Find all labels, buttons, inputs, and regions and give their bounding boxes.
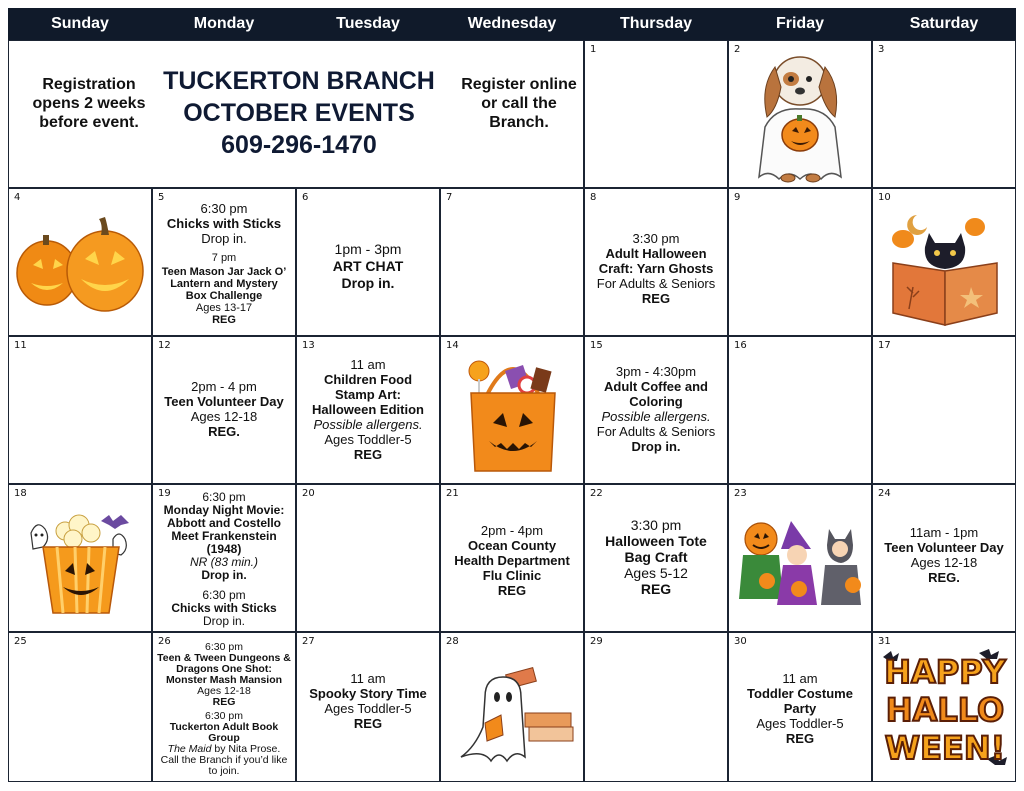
event-teen-mason-jar: [159, 252, 289, 326]
day-header-monday: Monday: [152, 8, 296, 40]
title-line-2: OCTOBER EVENTS: [183, 99, 415, 127]
date-number: 5: [158, 192, 165, 203]
day-cell-31: [872, 632, 1016, 782]
event-reg: REG: [212, 696, 236, 708]
event-tote-bag-craft: [591, 517, 721, 597]
event-reg: REG: [497, 583, 527, 598]
event-art-chat: [297, 241, 439, 292]
date-number: 22: [590, 488, 603, 499]
date-number: 1: [590, 44, 597, 55]
day-cell-5: [152, 188, 296, 336]
event-title: Adult Halloween Craft: Yarn Ghosts: [598, 246, 714, 276]
event-note: Call the Branch if you’d like to join.: [160, 754, 288, 777]
book-author: by Nita Prose.: [211, 743, 281, 755]
event-reg: REG: [212, 314, 236, 326]
event-note: Drop in.: [341, 275, 395, 291]
date-number: 31: [878, 636, 891, 647]
event-monday-night-movie: [157, 491, 291, 582]
event-time: 11 am: [350, 671, 386, 686]
date-number: 8: [590, 192, 597, 203]
date-number: 12: [158, 340, 171, 351]
event-title: Monday Night Movie: Abbott and Costello Meet Frankenstein (1948): [163, 503, 285, 556]
event-time: 7 pm: [211, 252, 237, 264]
popcorn-icon: [25, 503, 135, 615]
ween-text: WEEN!: [884, 729, 1006, 767]
costumed-kids-icon: [735, 519, 867, 609]
day-cell-26: [152, 632, 296, 782]
candy-bag-icon: [467, 349, 559, 473]
date-number: 11: [14, 340, 27, 351]
event-ages: Ages Toddler-5: [324, 701, 412, 716]
event-time: 6:30 pm: [200, 201, 248, 216]
event-chicks-with-sticks: [153, 201, 295, 246]
event-note: Drop in.: [201, 568, 247, 582]
day-cell-23: [728, 484, 872, 632]
event-time: 2pm - 4 pm: [191, 379, 257, 394]
day-cell-9: [728, 188, 872, 336]
event-time: 3pm - 4:30pm: [615, 364, 697, 379]
event-toddler-costume-party: [735, 671, 865, 746]
event-reg: REG.: [208, 424, 240, 439]
day-cell-8: [584, 188, 728, 336]
day-cell-12: [152, 336, 296, 484]
day-cell-17: [872, 336, 1016, 484]
event-reg: REG.: [928, 570, 960, 585]
date-number: 20: [302, 488, 315, 499]
day-cell-13: [296, 336, 440, 484]
day-cell-28: [440, 632, 584, 782]
day-cell-4: [8, 188, 152, 336]
day-cell-16: [728, 336, 872, 484]
event-note: Drop in.: [201, 231, 247, 246]
date-number: 16: [734, 340, 747, 351]
event-time: 6:30 pm: [202, 490, 246, 504]
event-time: 3:30 pm: [632, 231, 680, 246]
event-ages: Ages Toddler-5: [324, 432, 412, 447]
event-time: 11 am: [350, 357, 386, 372]
day-cell-10: [872, 188, 1016, 336]
day-cell-18: [8, 484, 152, 632]
event-title: Children Food Stamp Art: Halloween Edition: [312, 372, 424, 417]
day-header-thursday: Thursday: [584, 8, 728, 40]
event-ages: Ages 5-12: [624, 565, 688, 581]
event-adult-book-group: [157, 711, 291, 777]
event-title: Chicks with Sticks: [171, 601, 277, 615]
event-reg: REG: [640, 581, 672, 597]
day-header-sunday: Sunday: [8, 8, 152, 40]
day-header-tuesday: Tuesday: [296, 8, 440, 40]
date-number: 21: [446, 488, 459, 499]
event-time: 11 am: [782, 671, 818, 686]
event-note: Drop in.: [202, 614, 246, 628]
event-time: 6:30 pm: [205, 641, 243, 653]
event-rating: NR (83 min.): [189, 555, 258, 569]
event-flu-clinic: [447, 523, 577, 598]
day-cell-2: [728, 40, 872, 188]
happy-text: HAPPY: [884, 653, 1006, 691]
event-reg: REG: [785, 731, 815, 746]
page-title: [149, 65, 449, 161]
date-number: 27: [302, 636, 315, 647]
jack-o-lantern-icon: [15, 213, 145, 313]
day-cell-21: [440, 484, 584, 632]
date-number: 6: [302, 192, 309, 203]
register-note: Register online or call the Branch.: [461, 76, 577, 131]
date-number: 24: [878, 488, 891, 499]
event-time: 1pm - 3pm: [334, 241, 402, 257]
date-number: 18: [14, 488, 27, 499]
day-cell-30: [728, 632, 872, 782]
date-number: 13: [302, 340, 315, 351]
event-ages: Ages 13-17: [195, 302, 253, 314]
event-title: Chicks with Sticks: [166, 216, 282, 231]
event-title: ART CHAT: [332, 258, 404, 274]
day-cell-14: [440, 336, 584, 484]
date-number: 25: [14, 636, 27, 647]
day-header-saturday: Saturday: [872, 8, 1016, 40]
event-title: Teen Mason Jar Jack O’ Lantern and Mystery Box Challenge: [161, 266, 287, 302]
day-cell-20: [296, 484, 440, 632]
day-cell-25: [8, 632, 152, 782]
event-reg: REG: [641, 291, 671, 306]
happy-halloween-icon: [879, 647, 1011, 775]
date-number: 15: [590, 340, 603, 351]
event-reg: REG: [353, 447, 383, 462]
date-number: 26: [158, 636, 171, 647]
event-ages: Ages 12-18: [910, 555, 978, 570]
day-cell-15: [584, 336, 728, 484]
banner-cell: [8, 40, 584, 188]
date-number: 30: [734, 636, 747, 647]
event-spooky-story-time: [303, 671, 433, 731]
day-cell-22: [584, 484, 728, 632]
book-title: The Maid: [167, 743, 212, 755]
registration-note: Registration opens 2 weeks before event.: [32, 76, 146, 131]
date-number: 23: [734, 488, 747, 499]
event-dungeons-dragons: [157, 642, 291, 708]
event-coffee-coloring: [591, 364, 721, 454]
event-food-stamp-art: [303, 357, 433, 462]
event-teen-volunteer-day-2: [873, 525, 1015, 585]
event-time: 6:30 pm: [202, 588, 246, 602]
date-number: 9: [734, 192, 741, 203]
date-number: 7: [446, 192, 453, 203]
event-title: Spooky Story Time: [309, 686, 427, 701]
event-title: Halloween Tote Bag Craft: [605, 533, 707, 565]
event-teen-volunteer-day: [153, 379, 295, 439]
hallo-text: HALLO: [885, 691, 1005, 729]
event-title: Tuckerton Adult Book Group: [169, 721, 279, 744]
date-number: 19: [158, 488, 171, 499]
event-ages: For Adults & Seniors: [596, 424, 716, 439]
day-header-wednesday: Wednesday: [440, 8, 584, 40]
date-number: 2: [734, 44, 741, 55]
date-number: 29: [590, 636, 603, 647]
event-title: Teen Volunteer Day: [884, 540, 1004, 555]
title-line-1: TUCKERTON BRANCH: [163, 67, 435, 95]
reading-ghost-icon: [455, 657, 575, 769]
day-cell-27: [296, 632, 440, 782]
event-ages: Ages 12-18: [190, 409, 258, 424]
event-title: Teen Volunteer Day: [164, 394, 284, 409]
day-cell-3: [872, 40, 1016, 188]
phone-number: 609-296-1470: [221, 131, 377, 159]
day-cell-7: [440, 188, 584, 336]
event-title: Ocean County Health Department Flu Clinic: [454, 538, 570, 583]
event-ages: Ages Toddler-5: [756, 716, 844, 731]
event-time: 3:30 pm: [630, 517, 682, 533]
event-note: Possible allergens.: [601, 409, 711, 424]
event-title: Toddler Costume Party: [747, 686, 853, 716]
dog-ghost-icon: [755, 47, 845, 185]
event-yarn-ghosts: [591, 231, 721, 306]
date-number: 10: [878, 192, 891, 203]
event-title: Teen & Tween Dungeons & Dragons One Shot: Monster Mash Mansion: [157, 652, 291, 686]
event-ages: Ages 12-18: [197, 685, 251, 697]
day-cell-24: [872, 484, 1016, 632]
event-title: Adult Coffee and Coloring: [604, 379, 708, 409]
day-cell-19: [152, 484, 296, 632]
event-ages: For Adults & Seniors: [596, 276, 716, 291]
event-reg: REG: [353, 716, 383, 731]
event-time: 2pm - 4pm: [480, 523, 544, 538]
date-number: 28: [446, 636, 459, 647]
day-cell-29: [584, 632, 728, 782]
event-time: 11am - 1pm: [909, 525, 979, 540]
calendar: [8, 8, 1016, 782]
event-reg: Drop in.: [631, 439, 681, 454]
date-number: 14: [446, 340, 459, 351]
date-number: 3: [878, 44, 885, 55]
day-cell-6: [296, 188, 440, 336]
day-cell-11: [8, 336, 152, 484]
event-time: 6:30 pm: [205, 710, 243, 722]
day-header-friday: Friday: [728, 8, 872, 40]
event-chicks-with-sticks-2: [157, 589, 291, 628]
day-cell-1: [584, 40, 728, 188]
cat-book-icon: [887, 207, 1003, 329]
event-note: Possible allergens.: [313, 417, 423, 432]
date-number: 4: [14, 192, 21, 203]
date-number: 17: [878, 340, 891, 351]
